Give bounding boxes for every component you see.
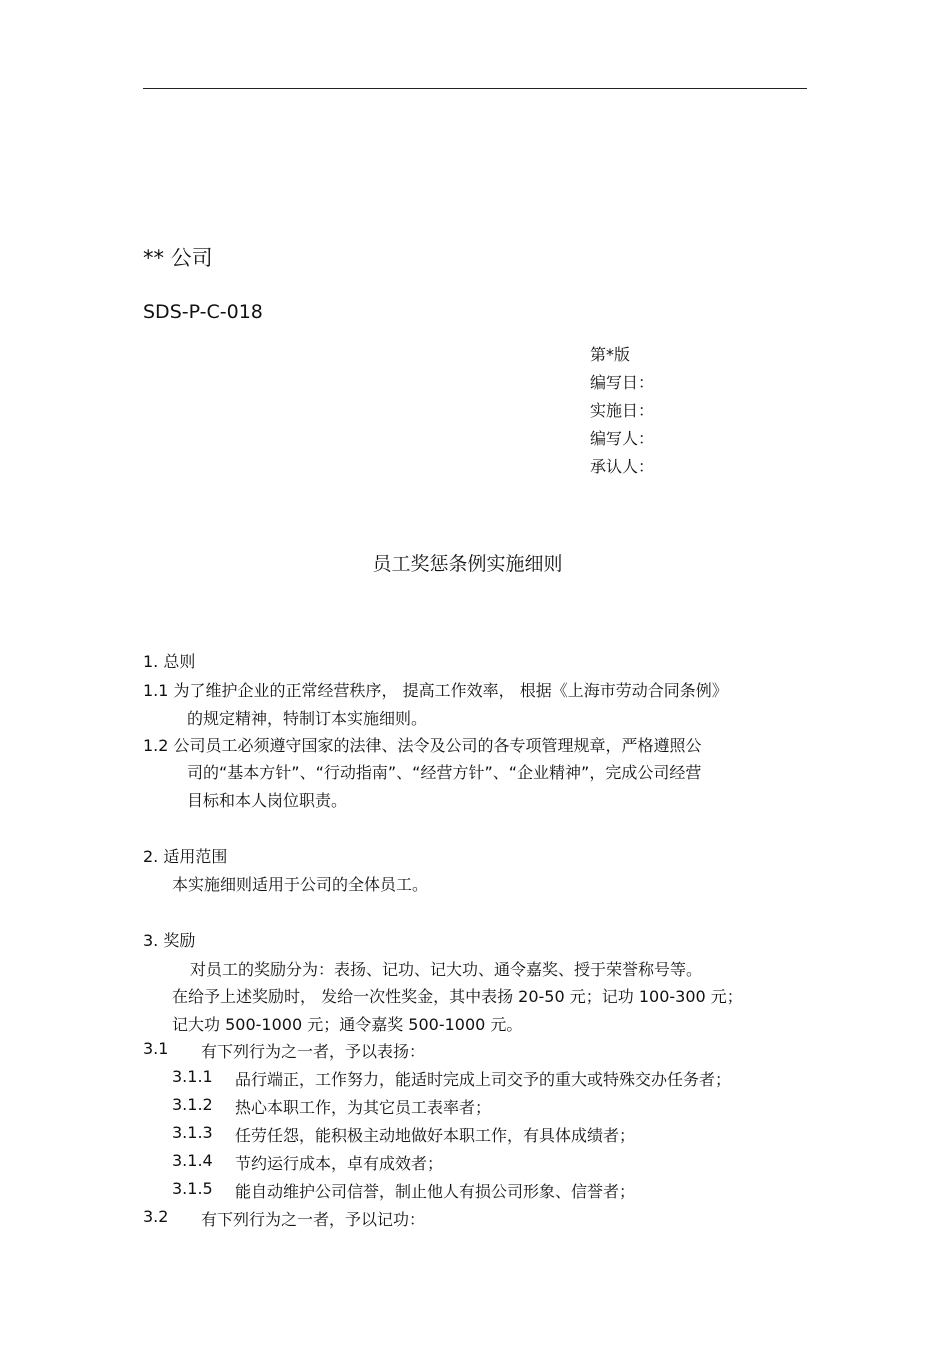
effective-date-label: 实施日： — [590, 401, 655, 420]
clause-1-2-line-3: 目标和本人岗位职责。 — [187, 791, 348, 810]
clause-3-1-number: 3.1 — [143, 1039, 169, 1058]
reward-intro-line-2: 在给予上述奖励时， 发给一次性奖金，其中表扬 20-50 元；记功 100-300 元； — [172, 987, 743, 1006]
clause-3-1-2-number: 3.1.2 — [172, 1095, 213, 1114]
clause-1-2-line-2: 司的“基本方针”、“行动指南”、“经营方针”、“企业精神”，完成公司经营 — [187, 763, 702, 782]
company-name: ** 公司 — [143, 246, 213, 270]
reward-intro-line-1: 对员工的奖励分为：表扬、记功、记大功、通令嘉奖、授于荣誉称号等。 — [190, 960, 703, 979]
clause-3-1-2-text: 热心本职工作，为其它员工表率者； — [235, 1098, 492, 1117]
version-label: 第*版 — [590, 345, 631, 364]
section-3-heading: 3. 奖励 — [143, 931, 196, 950]
clause-3-1-3-number: 3.1.3 — [172, 1123, 213, 1142]
clause-3-1-5-number: 3.1.5 — [172, 1179, 213, 1198]
author-label: 编写人： — [590, 429, 655, 448]
header-rule — [143, 88, 807, 89]
clause-3-1-1-number: 3.1.1 — [172, 1067, 213, 1086]
clause-1-2-line-1: 1.2 公司员工必须遵守国家的法律、法令及公司的各专项管理规章，严格遵照公 — [143, 736, 702, 755]
clause-3-1-1-text: 品行端正，工作努力，能适时完成上司交予的重大或特殊交办任务者； — [235, 1070, 732, 1089]
clause-3-1-3-text: 任劳任怨，能积极主动地做好本职工作，有具体成绩者； — [235, 1126, 636, 1145]
section-2-heading: 2. 适用范围 — [143, 847, 228, 866]
clause-3-2-number: 3.2 — [143, 1207, 169, 1226]
approver-label: 承认人： — [590, 457, 655, 476]
section-2-body: 本实施细则适用于公司的全体员工。 — [172, 875, 429, 894]
clause-1-1-line-1: 1.1 为了维护企业的正常经营秩序， 提高工作效率， 根据《上海市劳动合同条例》 — [143, 681, 728, 700]
document-code: SDS-P-C-018 — [143, 301, 263, 323]
clause-3-1-5-text: 能自动维护公司信誉，制止他人有损公司形象、信誉者； — [235, 1182, 636, 1201]
clause-3-1-4-number: 3.1.4 — [172, 1151, 213, 1170]
written-date-label: 编写日： — [590, 373, 655, 392]
clause-1-1-line-2: 的规定精神，特制订本实施细则。 — [187, 709, 428, 728]
section-1-heading: 1. 总则 — [143, 652, 196, 671]
clause-3-1-4-text: 节约运行成本，卓有成效者； — [235, 1154, 444, 1173]
document-title: 员工奖惩条例实施细则 — [372, 553, 563, 575]
clause-3-1-text: 有下列行为之一者，予以表扬： — [201, 1042, 426, 1061]
clause-3-2-text: 有下列行为之一者，予以记功： — [201, 1210, 426, 1229]
reward-intro-line-3: 记大功 500-1000 元；通令嘉奖 500-1000 元。 — [172, 1015, 523, 1034]
document-meta-block — [590, 341, 654, 481]
